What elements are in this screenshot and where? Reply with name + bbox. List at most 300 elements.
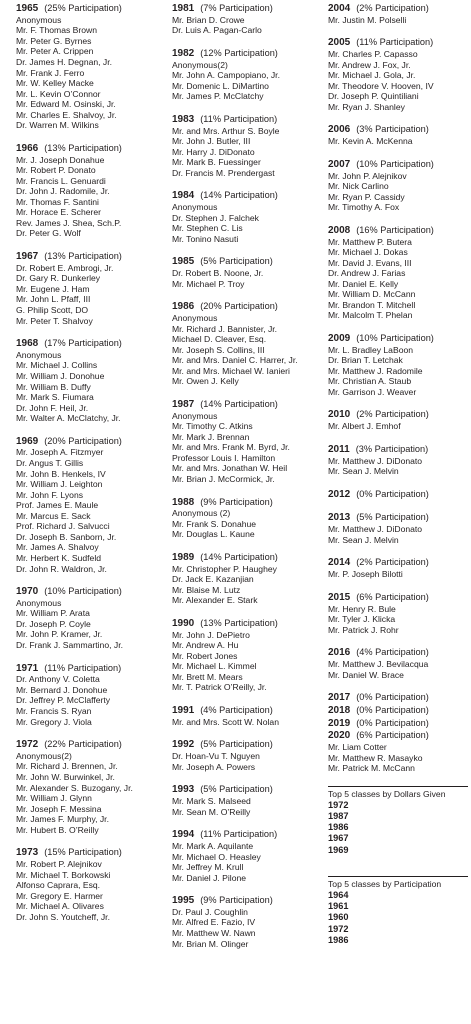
column-2 [172, 3, 322, 961]
class-entry [16, 143, 166, 239]
donor-name: Mr. Michael L. Kimmel [172, 661, 257, 672]
donor-name: Mr. Matthew W. Nawn [172, 928, 256, 939]
donor-name: Mr. Peter A. Crippen [16, 46, 94, 57]
donor-name: Dr. Paul J. Coughlin [172, 906, 248, 917]
class-entry [328, 3, 468, 25]
participation-rate: (9% Participation) [200, 496, 273, 507]
donor-name: Mr. Tonino Nasuti [172, 233, 239, 244]
donor-name: Mr. Sean J. Melvin [328, 534, 399, 545]
class-heading [328, 557, 468, 569]
donor-name: Mr. Walter A. McClatchy, Jr. [16, 413, 121, 424]
participation-rate: (11% Participation) [44, 662, 122, 673]
donor-name: Dr. Jeffrey P. McClafferty [16, 695, 111, 706]
class-heading [328, 37, 468, 49]
donor-name: Anonymous [16, 597, 62, 608]
class-heading [172, 784, 322, 796]
class-year: 1988 [172, 496, 195, 508]
top-dollars-year: 1986 [328, 822, 349, 833]
class-heading [328, 692, 468, 704]
participation-rate: (5% Participation) [200, 739, 273, 750]
donor-name: Mr. Michael A. Olivares [16, 901, 104, 912]
class-entry [16, 338, 166, 424]
donor-name: Mr. and Mrs. Daniel C. Harrer, Jr. [172, 355, 298, 366]
donor-name: Mr. Frank S. Donahue [172, 518, 257, 529]
donor-name: Anonymous (2) [172, 508, 231, 519]
participation-rate: (20% Participation) [200, 301, 278, 312]
class-year: 1970 [16, 586, 39, 598]
class-heading [328, 705, 468, 717]
class-heading [172, 829, 322, 841]
top-participation-year: 1986 [328, 934, 349, 945]
class-heading [16, 436, 166, 448]
donor-name: Mr. Liam Cotter [328, 742, 387, 753]
class-heading [172, 190, 322, 202]
participation-rate: (4% Participation) [200, 705, 273, 716]
donor-name: Mr. and Mrs. Arthur S. Boyle [172, 125, 280, 136]
class-entry [328, 692, 468, 704]
class-entry [16, 586, 166, 651]
class-entry [172, 705, 322, 727]
donor-name: Mr. John F. Lyons [16, 489, 84, 500]
donor-name: Mr. Horace E. Scherer [16, 207, 102, 218]
donor-name: Mr. Owen J. Kelly [172, 376, 239, 387]
donor-name: Mr. James A. Shalvoy [16, 542, 99, 553]
top-participation-year: 1964 [328, 889, 349, 900]
participation-rate: (12% Participation) [200, 47, 278, 58]
donor-name: Mr. Ryan P. Cassidy [328, 191, 405, 202]
donor-name: Mr. Alexander E. Stark [172, 595, 258, 606]
donor-name: Mr. Sean J. Melvin [328, 466, 399, 477]
donor-name: Mr. Peter T. Shalvoy [16, 315, 93, 326]
donor-name: Mr. W. Kelley Macke [16, 78, 94, 89]
class-year: 1972 [16, 739, 39, 751]
donor-name: Anonymous(2) [16, 750, 72, 761]
participation-rate: (17% Participation) [44, 338, 122, 349]
participation-rate: (2% Participation) [356, 557, 429, 568]
class-year: 1966 [16, 142, 39, 154]
donor-name: Anonymous [172, 313, 218, 324]
class-year: 1983 [172, 113, 195, 125]
class-heading [328, 647, 468, 659]
donor-name: Mr. Joseph S. Collins, III [172, 344, 265, 355]
class-year: 1989 [172, 551, 195, 563]
donor-name: Mr. Jeffrey M. Krull [172, 862, 244, 873]
class-entry [328, 333, 468, 398]
donor-name: Mr. J. Joseph Donahue [16, 154, 105, 165]
donor-name: Mr. Stephen C. Lis [172, 223, 243, 234]
class-heading [172, 3, 322, 15]
class-year: 2014 [328, 557, 351, 569]
class-entry [172, 301, 322, 387]
donor-name: Mr. Matthew R. Masayko [328, 752, 423, 763]
participation-rate: (7% Participation) [200, 3, 273, 13]
class-year: 1967 [16, 250, 39, 262]
top-participation-section [328, 876, 468, 946]
class-heading [172, 48, 322, 60]
donor-name: Mr. Marcus E. Sack [16, 510, 91, 521]
class-entry [172, 256, 322, 289]
donor-name: Mr. Francis L. Genuardi [16, 175, 106, 186]
donor-name: Dr. Angus T. Gillis [16, 458, 84, 469]
participation-rate: (13% Participation) [44, 142, 122, 153]
donor-name: Mr. Mark S. Fiumara [16, 392, 94, 403]
participation-rate: (16% Participation) [356, 224, 434, 235]
donor-name: Mr. John J. DePietro [172, 629, 250, 640]
donor-name: Mr. Timothy A. Fox [328, 202, 400, 213]
donor-name: Mr. John P. Alejnikov [328, 170, 407, 181]
donor-name: Mr. Mark S. Malseed [172, 796, 251, 807]
top-dollars-year: 1969 [328, 844, 349, 855]
participation-rate: (11% Participation) [200, 829, 278, 840]
donor-name: Mr. Nick Carlino [328, 181, 389, 192]
class-year: 1991 [172, 705, 195, 717]
donor-name: Mr. Charles E. Shalvoy, Jr. [16, 109, 117, 120]
class-heading [172, 618, 322, 630]
class-heading [172, 739, 322, 751]
class-entry [172, 618, 322, 693]
class-year: 2009 [328, 332, 351, 344]
donor-name: Mr. Daniel E. Kelly [328, 278, 399, 289]
class-entry [172, 114, 322, 179]
participation-rate: (14% Participation) [200, 190, 278, 201]
class-heading [16, 3, 166, 15]
donor-name: Mr. Joseph F. Messina [16, 803, 102, 814]
class-entry [328, 718, 468, 730]
donor-name: Dr. John J. Radomile, Jr. [16, 186, 110, 197]
donor-name: Mr. Robert P. Donato [16, 165, 96, 176]
class-year: 2006 [328, 124, 351, 136]
class-heading [172, 705, 322, 717]
participation-rate: (4% Participation) [356, 647, 429, 658]
participation-rate: (0% Participation) [356, 488, 429, 499]
class-entry [328, 489, 468, 501]
donor-name: Dr. Joseph P. Coyle [16, 618, 91, 629]
participation-rate: (0% Participation) [356, 717, 429, 728]
column-3-entries [328, 3, 468, 774]
donor-name: Mr. Matthew J. DiDonato [328, 524, 423, 535]
participation-rate: (25% Participation) [44, 3, 122, 13]
donor-name: G. Philip Scott, DO [16, 304, 89, 315]
class-year: 2008 [328, 224, 351, 236]
participation-rate: (6% Participation) [356, 591, 429, 602]
class-entry [16, 663, 166, 728]
donor-name: Dr. Hoan-Vu T. Nguyen [172, 751, 260, 762]
donor-name: Mr. Theodore V. Hooven, IV [328, 80, 434, 91]
donor-name: Mr. Hubert B. O’Reilly [16, 824, 99, 835]
top-participation-year: 1961 [328, 901, 349, 912]
class-heading [16, 663, 166, 675]
class-entry [328, 592, 468, 635]
class-entry [328, 557, 468, 579]
participation-rate: (14% Participation) [200, 398, 278, 409]
class-entry [172, 399, 322, 485]
class-heading [172, 895, 322, 907]
participation-rate: (0% Participation) [356, 704, 429, 715]
class-heading [172, 497, 322, 509]
donor-name: Mr. L. Bradley LaBoon [328, 344, 414, 355]
donor-name: Dr. Joseph B. Sanborn, Jr. [16, 531, 117, 542]
donor-name: Mr. Charles P. Capasso [328, 49, 418, 60]
donor-name: Mr. Frank J. Ferro [16, 67, 85, 78]
donor-name: Mr. and Mrs. Scott W. Nolan [172, 716, 279, 727]
participation-rate: (5% Participation) [200, 256, 273, 267]
donor-name: Mr. William B. Duffy [16, 381, 91, 392]
participation-rate: (13% Participation) [200, 617, 278, 628]
donor-name: Mr. P. Joseph Bilotti [328, 569, 403, 580]
class-entry [16, 251, 166, 326]
class-heading [328, 512, 468, 524]
class-entry [172, 784, 322, 817]
donor-name: Mr. John A. Campopiano, Jr. [172, 70, 280, 81]
donor-name: Dr. Francis M. Prendergast [172, 167, 275, 178]
donor-name: Mr. John P. Kramer, Jr. [16, 629, 103, 640]
class-year: 2012 [328, 488, 351, 500]
participation-rate: (22% Participation) [44, 739, 122, 750]
top-dollars-year: 1987 [328, 811, 349, 822]
class-entry [328, 705, 468, 717]
class-year: 2004 [328, 3, 351, 14]
donor-name: Dr. Anthony V. Coletta [16, 674, 100, 685]
donor-name: Mr. Malcolm T. Phelan [328, 310, 413, 321]
donor-name: Mr. Mark J. Brennan [172, 431, 250, 442]
donor-name: Mr. and Mrs. Frank M. Byrd, Jr. [172, 442, 290, 453]
donor-name: Anonymous(2) [172, 59, 228, 70]
donor-name: Rev. James J. Shea, Sch.P. [16, 217, 122, 228]
class-year: 2018 [328, 704, 351, 716]
class-heading [172, 399, 322, 411]
donor-name: Dr. Andrew J. Farias [328, 268, 406, 279]
class-entry [16, 847, 166, 922]
class-year: 2019 [328, 717, 351, 729]
donor-name: Mr. Alfred E. Fazio, IV [172, 917, 256, 928]
class-year: 1968 [16, 338, 39, 350]
class-year: 2015 [328, 591, 351, 603]
donor-name: Mr. Timothy C. Atkins [172, 421, 253, 432]
donor-name: Mr. Mark B. Fuessinger [172, 157, 261, 168]
class-year: 1969 [16, 435, 39, 447]
class-year: 1992 [172, 739, 195, 751]
donor-name: Mr. L. Kevin O’Connor [16, 88, 101, 99]
donor-name: Mr. Robert P. Alejnikov [16, 859, 102, 870]
class-entry [328, 159, 468, 213]
participation-rate: (14% Participation) [200, 551, 278, 562]
donor-name: Dr. John F. Heil, Jr. [16, 402, 89, 413]
donor-name: Mr. Matthew J. DiDonato [328, 455, 423, 466]
donor-name: Mr. Domenic L. DiMartino [172, 80, 269, 91]
participation-rate: (15% Participation) [44, 847, 122, 858]
class-heading [328, 718, 468, 730]
donor-name: Mr. Daniel J. Pilone [172, 872, 247, 883]
donor-name: Anonymous [16, 349, 62, 360]
class-heading [328, 444, 468, 456]
donor-name: Mr. Bernard J. Donohue [16, 684, 108, 695]
donor-name: Mr. Brett M. Mears [172, 671, 243, 682]
donor-name: Mr. Thomas F. Santini [16, 196, 99, 207]
class-heading [328, 489, 468, 501]
donor-name: Mr. Edward M. Osinski, Jr. [16, 99, 116, 110]
top-dollars-title: Top 5 classes by Dollars Given [328, 786, 468, 800]
donor-name: Mr. Matthew J. Radomile [328, 365, 423, 376]
donor-name: Alfonso Caprara, Esq. [16, 880, 101, 891]
class-heading [172, 256, 322, 268]
participation-rate: (6% Participation) [356, 730, 429, 741]
donor-name: Mr. Joseph A. Powers [172, 761, 256, 772]
top-participation-year: 1960 [328, 912, 349, 923]
class-entry [328, 444, 468, 477]
donor-name: Mr. Christopher P. Haughey [172, 563, 277, 574]
class-year: 1982 [172, 47, 195, 59]
donor-name: Mr. Mark A. Aquilante [172, 840, 254, 851]
donor-name: Dr. James H. Degnan, Jr. [16, 56, 112, 67]
class-entry [328, 225, 468, 321]
class-entry [172, 497, 322, 540]
donor-name: Mr. Andrew A. Hu [172, 640, 239, 651]
donor-name: Mr. David J. Evans, III [328, 257, 412, 268]
class-entry [172, 190, 322, 244]
donor-name: Mr. Richard J. Bannister, Jr. [172, 323, 278, 334]
class-year: 1985 [172, 256, 195, 268]
class-heading [328, 333, 468, 345]
donor-name: Anonymous [172, 202, 218, 213]
participation-rate: (5% Participation) [200, 784, 273, 795]
donor-name: Mr. T. Patrick O’Reilly, Jr. [172, 682, 267, 693]
participation-rate: (9% Participation) [200, 895, 273, 906]
class-year: 2005 [328, 37, 351, 49]
donor-name: Mr. Richard J. Brennen, Jr. [16, 761, 118, 772]
class-heading [16, 586, 166, 598]
top-participation-year: 1972 [328, 923, 349, 934]
donor-name: Dr. Warren M. Wilkins [16, 120, 99, 131]
participation-rate: (2% Participation) [356, 409, 429, 420]
class-entry [328, 730, 468, 773]
class-entry [172, 48, 322, 102]
participation-rate: (5% Participation) [356, 512, 429, 523]
column-3 [328, 3, 468, 946]
donor-name: Mr. Michael J. Gola, Jr. [328, 70, 416, 81]
class-heading [328, 159, 468, 171]
donor-name: Mr. Gregory E. Harmer [16, 890, 103, 901]
donor-name: Mr. John L. Pfaff, III [16, 294, 91, 305]
donor-name: Anonymous [16, 14, 62, 25]
class-entry [328, 124, 468, 146]
class-entry [328, 512, 468, 545]
donor-name: Dr. Brian T. Letchak [328, 355, 403, 366]
donor-name: Dr. John S. Youtcheff, Jr. [16, 911, 110, 922]
donor-name: Mr. Matthew J. Bevilacqua [328, 658, 429, 669]
donor-name: Mr. Peter G. Byrnes [16, 35, 92, 46]
donor-name: Prof. Richard J. Salvucci [16, 521, 110, 532]
donor-name: Professor Louis I. Hamilton [172, 452, 276, 463]
donor-name: Mr. Kevin A. McKenna [328, 136, 413, 147]
class-heading [16, 143, 166, 155]
class-year: 2016 [328, 647, 351, 659]
class-entry [16, 3, 166, 131]
donor-name: Mr. Brian M. Olinger [172, 938, 249, 949]
class-year: 2010 [328, 409, 351, 421]
class-year: 1984 [172, 190, 195, 202]
class-year: 1990 [172, 617, 195, 629]
class-entry [172, 895, 322, 949]
class-entry [16, 739, 166, 835]
donor-name: Mr. Douglas L. Kaune [172, 529, 255, 540]
class-heading [16, 739, 166, 751]
donor-name: Dr. Jack E. Kazanjian [172, 574, 254, 585]
class-year: 1986 [172, 301, 195, 313]
participation-rate: (10% Participation) [356, 158, 434, 169]
donor-name: Dr. Luis A. Pagan-Carlo [172, 25, 262, 36]
donor-name: Mr. Robert Jones [172, 650, 238, 661]
class-entry [328, 647, 468, 680]
top-dollars-year: 1967 [328, 833, 349, 844]
donor-name: Mr. Joseph A. Fitzmyer [16, 447, 104, 458]
donor-name: Mr. John J. Butler, III [172, 136, 251, 147]
top-dollars-section [328, 786, 468, 856]
class-entry [328, 37, 468, 112]
donor-name: Mr. Daniel W. Brace [328, 669, 404, 680]
class-entry [172, 739, 322, 772]
donor-name: Mr. Patrick M. McCann [328, 763, 415, 774]
donor-name: Mr. Alexander S. Buzogany, Jr. [16, 782, 133, 793]
donor-name: Dr. Peter G. Wolf [16, 228, 81, 239]
class-heading [328, 592, 468, 604]
participation-rate: (3% Participation) [355, 443, 429, 454]
class-heading [16, 338, 166, 350]
donor-name: Mr. Albert J. Emhof [328, 421, 401, 432]
class-entry [172, 3, 322, 36]
donor-name: Anonymous [172, 410, 218, 421]
donor-name: Prof. James E. Maule [16, 500, 99, 511]
class-year: 1971 [16, 662, 39, 674]
participation-rate: (2% Participation) [356, 3, 429, 13]
donor-name: Mr. Harry J. DiDonato [172, 146, 255, 157]
class-heading [328, 730, 468, 742]
donor-name: Dr. Gary R. Dunkerley [16, 273, 101, 284]
donor-name: Mr. Justin M. Polselli [328, 14, 407, 25]
donor-name: Mr. and Mrs. Jonathan W. Heil [172, 463, 288, 474]
donor-name: Mr. Gregory J. Viola [16, 716, 92, 727]
donor-name: Mr. Brandon T. Mitchell [328, 299, 416, 310]
class-entry [172, 829, 322, 883]
donor-name: Mr. John W. Burwinkel, Jr. [16, 772, 115, 782]
donor-name: Mr. William P. Arata [16, 608, 90, 619]
class-year: 1987 [172, 398, 195, 410]
donor-name: Mr. Tyler J. Klicka [328, 614, 396, 625]
donor-name: Mr. Andrew J. Fox, Jr. [328, 59, 411, 70]
donor-name: Mr. Ryan J. Shanley [328, 101, 405, 112]
donor-name: Mr. Michael T. Borkowski [16, 869, 111, 880]
class-heading [328, 3, 468, 15]
donor-name: Mr. Michael O. Heasley [172, 851, 261, 862]
participation-rate: (0% Participation) [356, 692, 429, 703]
donor-name: Mr. Herbert K. Sudfeld [16, 552, 102, 563]
class-entry [172, 552, 322, 606]
donor-name: Mr. William J. Leighton [16, 479, 103, 490]
top-dollars-year: 1972 [328, 799, 349, 810]
donor-name: Dr. Stephen J. Falchek [172, 212, 259, 223]
donor-name: Mr. Sean M. O’Reilly [172, 806, 251, 817]
donor-name: Mr. William J. Donohue [16, 370, 105, 381]
donor-name: Mr. and Mrs. Michael W. Ianieri [172, 365, 290, 376]
class-year: 1981 [172, 3, 195, 14]
donor-name: Mr. Blaise M. Lutz [172, 584, 241, 595]
class-year: 1993 [172, 784, 195, 796]
donor-name: Dr. Robert B. Noone, Jr. [172, 268, 264, 279]
class-year: 2013 [328, 512, 351, 524]
donor-name: Mr. Francis S. Ryan [16, 706, 92, 717]
donor-name: Mr. John B. Henkels, IV [16, 468, 106, 479]
donor-name: Mr. Eugene J. Ham [16, 283, 90, 294]
participation-rate: (11% Participation) [356, 37, 434, 48]
